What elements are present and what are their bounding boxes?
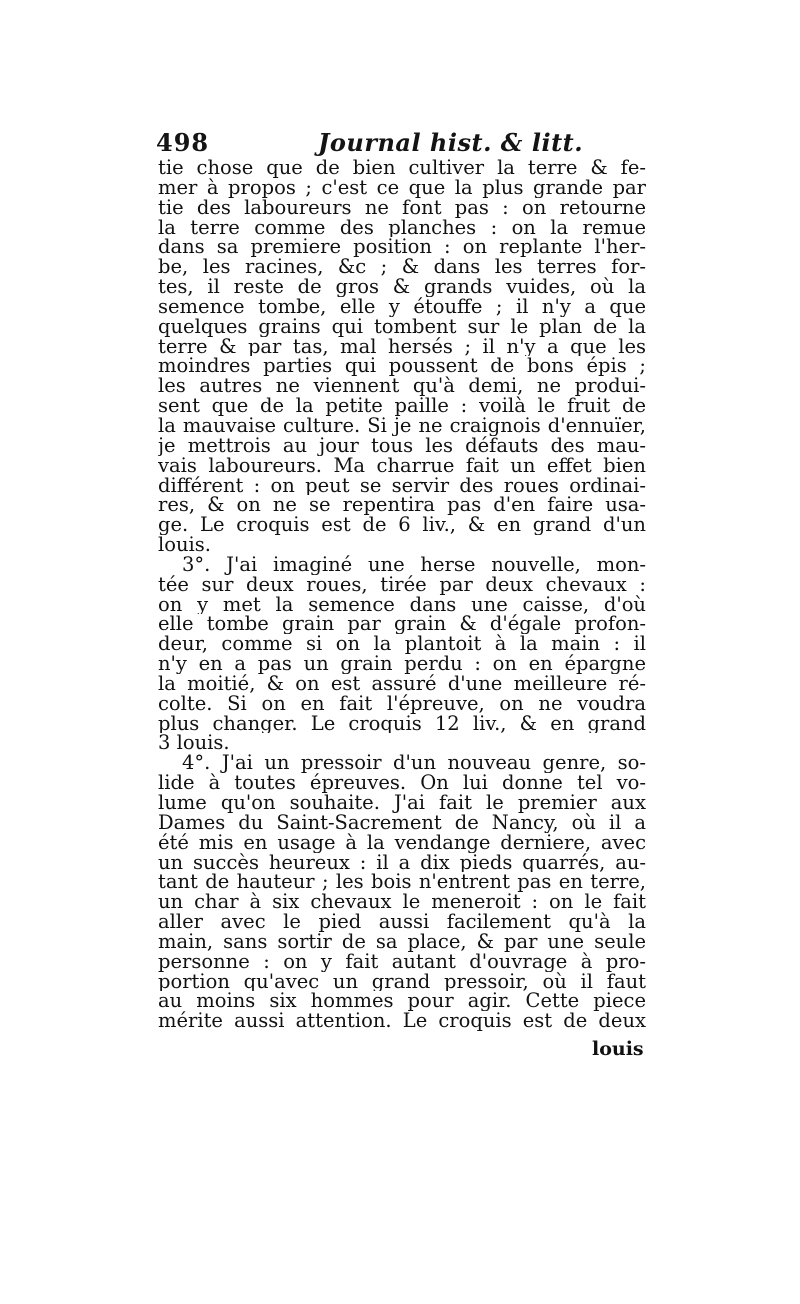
text-line: la moitié, & on est assuré d'une meilleure ré- [158, 673, 646, 694]
text-line: mer à propos ; c'est ce que la plus grande par [158, 177, 646, 198]
page-header [156, 128, 646, 162]
text-line: on y met la semence dans une caisse, d'où [158, 594, 646, 615]
text-line: je mettrois au jour tous les défauts des mau- [158, 435, 646, 456]
text-line: 3 louis. [158, 733, 230, 754]
text-line: lume qu'on souhaite. J'ai fait le premier aux [158, 793, 646, 813]
text-line: tée sur deux roues, tirée par deux chevaux : [158, 574, 646, 595]
text-line: ge. Le croquis est de 6 liv., & en grand d'un [158, 515, 646, 536]
text-line: un succès heureux : il a dix pieds quarrés, au- [158, 852, 646, 873]
catchword: louis [592, 1038, 644, 1060]
text-line: la mauvaise culture. Si je ne craignois d'ennuïer, [158, 415, 646, 436]
page-number: 498 [156, 128, 210, 157]
text-line: la terre comme des planches : on la remue [158, 217, 646, 238]
running-head: Journal hist. & litt. [318, 128, 584, 157]
text-line: aller avec le pied aussi facilement qu'à la [158, 912, 646, 932]
text-line: tant de hauteur ; les bois n'entrent pas en terre, [158, 872, 646, 893]
body-text [158, 158, 646, 1031]
text-line: tie chose que de bien cultiver la terre & fe- [158, 158, 646, 178]
text-line: au moins six hommes pour agir. Cette piece [158, 991, 646, 1012]
text-line: colte. Si on en fait l'épreuve, on ne voudra [158, 693, 646, 714]
text-line: différent : on peut se servir des roues ordinai- [158, 475, 646, 496]
text-line: res, & on ne se repentira pas d'en faire usa- [158, 495, 646, 516]
text-line: portion qu'avec un grand pressoir, où il faut [158, 971, 646, 992]
text-line: vais laboureurs. Ma charrue fait un effet bien [158, 455, 646, 476]
text-line: tie des laboureurs ne font pas : on retourne [158, 197, 646, 218]
text-line: plus changer. Le croquis 12 liv., & en grand [158, 713, 646, 734]
text-line: personne : on y fait autant d'ouvrage à pro- [158, 951, 646, 972]
text-line: les autres ne viennent qu'à demi, ne produi- [158, 376, 646, 397]
text-line: dans sa premiere position : on replante l'her- [158, 237, 646, 258]
text-line: quelques grains qui tombent sur le plan de la [158, 316, 646, 337]
text-line: été mis en usage à la vendange derniere, avec [158, 832, 646, 853]
text-line: semence tombe, elle y étouffe ; il n'y a que [158, 296, 646, 317]
text-line: deur, comme si on la plantoit à la main : il [158, 634, 646, 655]
text-line: un char à six chevaux le meneroit : on le fait [158, 892, 646, 913]
text-line: mérite aussi attention. Le croquis est de deux [158, 1011, 646, 1032]
text-line: tes, il reste de gros & grands vuides, où la [158, 277, 646, 297]
text-line: moindres parties qui poussent de bons épis ; [158, 356, 646, 377]
text-line: 4°. J'ai un pressoir d'un nouveau genre, so- [182, 753, 646, 774]
text-line: terre & par tas, mal hersés ; il n'y a que les [158, 336, 646, 357]
text-line: 3°. J'ai imaginé une herse nouvelle, mon- [182, 554, 646, 575]
text-line: elle tombe grain par grain & d'égale profon- [158, 614, 646, 635]
text-line: main, sans sortir de sa place, & par une seule [158, 931, 646, 952]
text-line: be, les racines, &c ; & dans les terres for- [158, 257, 646, 278]
text-line: n'y en a pas un grain perdu : on en épargne [158, 654, 646, 674]
text-line: lide à toutes épreuves. On lui donne tel vo- [158, 773, 646, 793]
text-line: Dames du Saint-Sacrement de Nancy, où il a [158, 812, 646, 833]
text-line: sent que de la petite paille : voilà le fruit de [158, 396, 646, 416]
text-line: louis. [158, 535, 211, 555]
